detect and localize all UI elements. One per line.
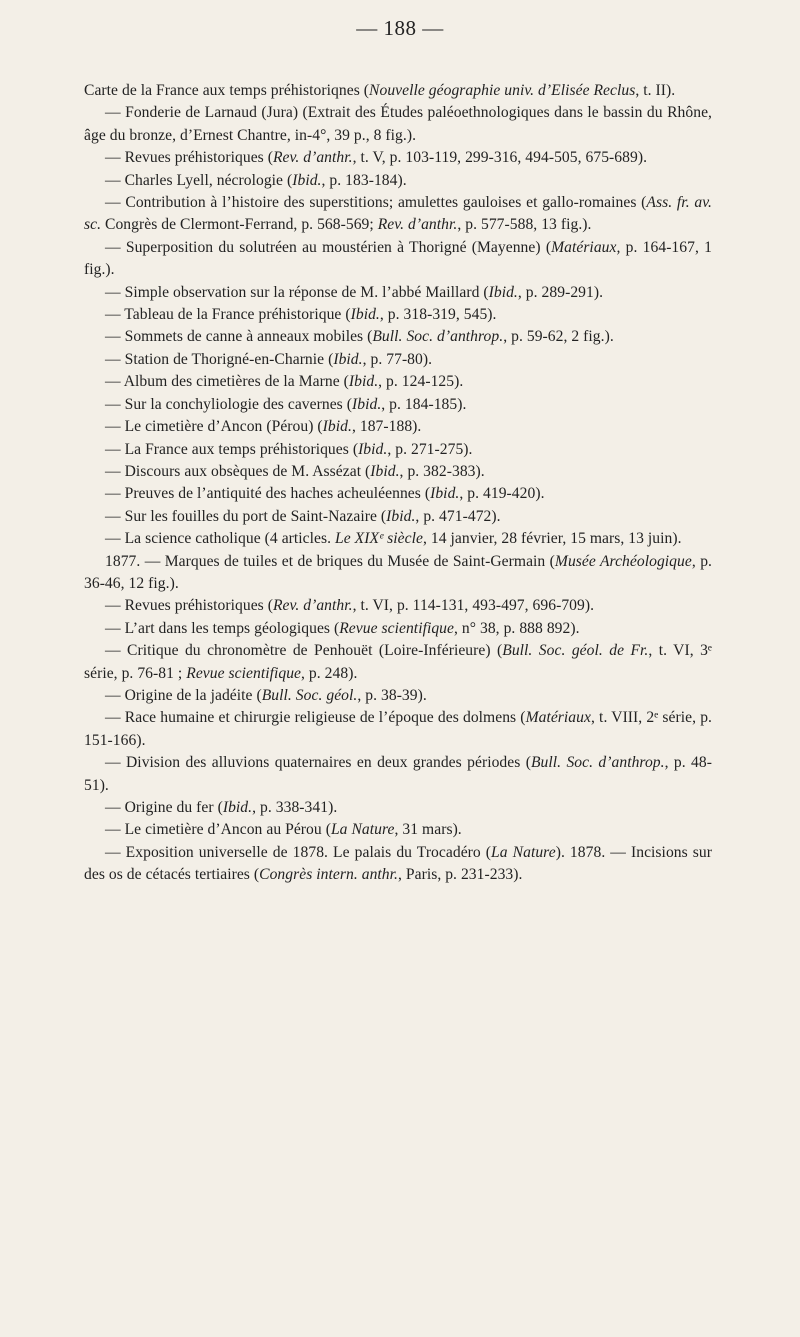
- entry-text: , p. 248).: [301, 664, 358, 682]
- entry-text: , t. II).: [635, 82, 676, 99]
- bibliography-entry: [84, 102, 712, 147]
- entry-text: , p. 471-472).: [415, 507, 501, 525]
- entry-text: , p. 59-62, 2 fig.).: [503, 328, 614, 346]
- entry-text: — Division des alluvions quaternaires en deux grandes périodes (: [105, 754, 531, 772]
- entry-text: — Contribution à l’histoire des superstitions; amulettes gauloises et gallo-romaines (: [105, 194, 647, 212]
- entry-text: , t. VI, p. 114-131, 493-497, 696-709).: [352, 597, 595, 615]
- entry-text: , p. 184-185).: [381, 395, 467, 413]
- bibliography-entry: [84, 237, 712, 282]
- entry-text: — Exposition universelle de 1878. Le palais du Trocadéro (: [105, 843, 492, 861]
- bibliography-entry: [84, 147, 712, 169]
- entry-text: , p. 419-420).: [459, 485, 545, 503]
- bibliography-entry: [84, 170, 712, 192]
- entry-text: , 187-188).: [351, 418, 422, 436]
- entry-title-italic: Ibid.: [350, 306, 380, 324]
- entry-text: — Tableau de la France préhistorique (: [105, 306, 351, 324]
- entry-title-italic: Ibid.: [386, 507, 416, 525]
- entry-text: , p. 577-588, 13 fig.).: [457, 216, 592, 234]
- entry-title-italic: Ibid.: [358, 440, 388, 458]
- bibliography-entry: [84, 640, 712, 685]
- bibliography-entry: [84, 304, 712, 326]
- entry-text: , p. 38-39).: [357, 686, 427, 704]
- bibliography-entry: [84, 842, 712, 887]
- entry-text: — Critique du chronomètre de Penhouët (Loire-Inférieure) (: [105, 642, 503, 660]
- bibliography-entry: [84, 618, 712, 640]
- bibliography-entry: [84, 707, 712, 752]
- entry-text: — L’art dans les temps géologiques (: [105, 619, 340, 637]
- entry-text: — Sur les fouilles du port de Saint-Nazaire (: [105, 507, 387, 525]
- entry-title-italic: Ass. fr. av. sc.: [84, 194, 712, 234]
- entry-text: — Preuves de l’antiquité des haches acheuléennes (: [105, 485, 431, 503]
- entry-text: — La France aux temps préhistoriques (: [105, 440, 359, 458]
- entry-text: 1877. — Marques de tuiles et de briques du Musée de Saint-Germain (: [105, 552, 555, 570]
- entry-text: , t. VI, 3ᵉ série, p. 76-81 ;: [84, 642, 712, 682]
- entry-title-italic: Bull. Soc. géol.: [261, 686, 358, 704]
- entry-text: — Revues préhistoriques (: [105, 149, 273, 167]
- entry-title-italic: Ibid.: [222, 799, 253, 816]
- entry-title-italic: Matériaux,: [551, 238, 621, 256]
- entry-text: , p. 36-46, 12 fig.).: [84, 552, 712, 592]
- bibliography-entry: [84, 595, 712, 617]
- bibliography-entry: [84, 282, 712, 304]
- entry-text: , t. V, p. 103-119, 299-316, 494-505, 675-689).: [352, 149, 648, 167]
- entry-text: — Origine du fer (: [105, 799, 223, 816]
- entry-text: — Race humaine et chirurgie religieuse de l’époque des dolmens (: [105, 709, 526, 727]
- entry-title-italic: Ibid.: [370, 462, 400, 480]
- bibliography-entry: [84, 483, 712, 505]
- bibliography-entry: [84, 349, 712, 371]
- entry-title-italic: Ibid.: [430, 485, 460, 503]
- entry-text: — Le cimetière d’Ancon (Pérou) (: [105, 418, 323, 436]
- bibliography-entry: [84, 439, 712, 461]
- entry-title-italic: Rev. d’anthr.: [272, 597, 353, 615]
- entry-text: , t. VIII, 2ᵉ série, p. 151-166).: [84, 709, 712, 749]
- entry-title-italic: Musée Archéologique: [554, 552, 692, 570]
- bibliography-entry: [84, 192, 712, 237]
- entry-text: , p. 124-125).: [378, 373, 464, 391]
- entry-text: — Revues préhistoriques (: [105, 597, 273, 615]
- entry-text: — Sommets de canne à anneaux mobiles (: [105, 328, 373, 346]
- entry-text: , p. 289-291).: [517, 283, 604, 301]
- bibliography-entry: [84, 461, 712, 483]
- entry-title-italic: Revue scientifique: [339, 619, 455, 637]
- bibliography-entry: [84, 551, 712, 596]
- entry-title-italic: Congrès intern. anthr.: [259, 866, 398, 884]
- entry-title-italic: Revue scientifique: [186, 664, 302, 682]
- entry-text: ). 1878. — Incisions sur des os de cétacés tertiaires (: [84, 843, 712, 884]
- entry-text: — Superposition du solutréen au moustérien à Thorigné (Mayenne) (: [105, 238, 552, 256]
- entry-text: — Discours aux obsèques de M. Assézat (: [105, 462, 371, 480]
- bibliography-entry: [84, 819, 712, 841]
- entry-title-italic: Bull. Soc. d’anthrop.: [530, 754, 665, 772]
- entry-text: , p. 382-383).: [399, 462, 485, 480]
- entry-text: — Album des cimetières de la Marne (: [105, 373, 349, 391]
- entry-title-italic: Rev. d’anthr.: [272, 149, 353, 167]
- entry-text: — Origine de la jadéite (: [105, 686, 262, 704]
- entry-text: , p. 77-80).: [362, 350, 433, 368]
- entry-title-italic: Ibid.: [348, 373, 379, 391]
- bibliography-entry: [84, 371, 712, 393]
- entry-title-italic: Ibid.: [333, 350, 363, 368]
- bibliography-entry: [84, 752, 712, 797]
- entry-text: — Simple observation sur la réponse de M. l’abbé Maillard (: [105, 283, 489, 301]
- entry-title-italic: Le XIXᵉ siècle: [335, 530, 423, 548]
- entry-text: — Fonderie de Larnaud (Jura) (Extrait des Études paléoethnologiques dans le bassin du Rhône, âge du bronze, d’Ernest Chantre, in-4°, 39 p., 8 fig.).: [84, 104, 712, 144]
- bibliography-list: [84, 80, 712, 887]
- bibliography-entry: [84, 797, 712, 819]
- bibliography-entry: [84, 506, 712, 528]
- entry-title-italic: La Nature: [330, 821, 395, 839]
- entry-title-italic: Ibid.: [488, 283, 518, 301]
- bibliography-entry: [84, 326, 712, 348]
- bibliography-entry: [84, 394, 712, 416]
- bibliography-entry: [84, 528, 712, 550]
- entry-title-italic: La Nature: [491, 843, 556, 861]
- entry-title-italic: Bull. Soc. d’anthrop.: [372, 328, 504, 346]
- entry-text: , p. 318-319, 545).: [379, 306, 497, 324]
- entry-text: p. 164-167, 1 fig.).: [84, 238, 712, 279]
- entry-text: , p. 338-341).: [252, 799, 338, 816]
- bibliography-entry: [84, 685, 712, 707]
- entry-text: , 14 janvier, 28 février, 15 mars, 13 juin).: [422, 530, 682, 548]
- entry-text: Carte de la France aux temps préhistoriqnes (: [84, 82, 370, 99]
- entry-text: — La science catholique (4 articles.: [105, 530, 336, 548]
- entry-text: — Charles Lyell, nécrologie (: [105, 171, 293, 189]
- entry-title-italic: Matériaux: [525, 709, 591, 727]
- entry-title-italic: Nouvelle géographie univ. d’Elisée Reclus: [369, 82, 636, 99]
- entry-title-italic: Ibid.: [292, 171, 322, 189]
- entry-text: , p. 48-51).: [84, 754, 712, 794]
- entry-title-italic: Ibid.: [352, 395, 382, 413]
- entry-text: , 31 mars).: [394, 821, 462, 839]
- entry-text: , p. 183-184).: [321, 171, 407, 189]
- entry-title-italic: Rev. d’anthr.: [377, 216, 458, 234]
- entry-text: Congrès de Clermont-Ferrand, p. 568-569;: [101, 216, 378, 234]
- entry-text: — Sur la conchyliologie des cavernes (: [105, 395, 352, 413]
- entry-title-italic: Ibid.: [322, 418, 352, 436]
- entry-text: , p. 271-275).: [387, 440, 473, 458]
- bibliography-entry: [84, 416, 712, 438]
- entry-text: , Paris, p. 231-233).: [397, 866, 523, 884]
- entry-text: , n° 38, p. 888 892).: [454, 619, 580, 637]
- entry-title-italic: Bull. Soc. géol. de Fr.: [502, 642, 649, 660]
- bibliography-entry: [84, 80, 712, 102]
- entry-text: — Le cimetière d’Ancon au Pérou (: [105, 821, 331, 839]
- entry-text: — Station de Thorigné-en-Charnie (: [105, 350, 334, 368]
- page-number: — 188 —: [356, 16, 444, 40]
